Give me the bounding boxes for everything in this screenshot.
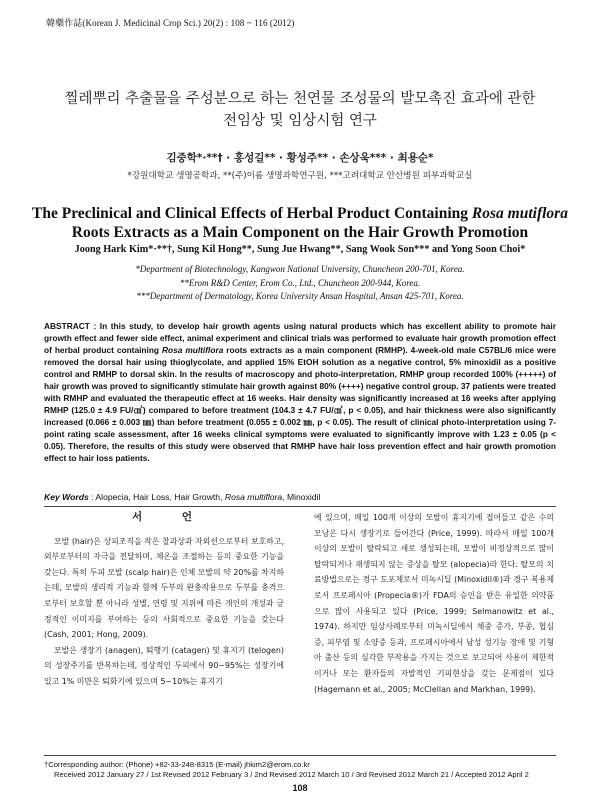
english-title-species: Rosa mutiflora (471, 205, 568, 222)
affiliation-3: ***Department of Dermatology, Korea University Ansan Hospital, Ansan 425-701, Korea. (136, 291, 464, 301)
keywords (44, 492, 556, 502)
affiliation-2: **Erom R&D Center, Erom Co., Ltd., Chuncheon 200-944, Korea. (179, 277, 421, 288)
keywords-label: Key Words (44, 492, 89, 502)
page-number: 108 (292, 783, 308, 793)
abstract-species: Rosa multiflora (161, 345, 224, 355)
footnote-divider (44, 755, 556, 756)
body-paragraph: 모발은 생장기 (anagen), 퇴행기 (catagen) 및 휴지기 (telogen)의 성장주기를 반복하는데, 정상적인 두피에서 90~95%는 성장기에 있고 1% 미만은 퇴화기에 있으며 5~10%는 휴지기 (44, 645, 284, 686)
body-paragraph: 에 있으며, 매일 100개 이상의 모발이 휴지기에 접어들고 같은 수의 모낭은 다시 생장기로 들어간다 (Price, 1999). 따라서 매일 100개 이상의 모발이 탈락되고 새로 생성되는데, 모발이 비정상적으로 많이 탈락되거나 재생되지 않는 증상을 탈모 (alopecia)라 한다. 탈모의 치료방법으로는 경구 도포제로서 미녹시딜 (Minoxidil®)과 경구 복용제로서 프로페시아 (Propecia®)가 FDA의 승인을 받은 유일한 의약품으로 많이 사용되고 있다 (Price, 1999; Selmanowitz et al., 1974). 하지만 임상사례로부터 미녹시딜에서 체중 증가, 부종, 협심증, 피부염 및 소양증 등과, 프로페시아에서 남성 성기능 장애 및 기형아 출산 등의 심각한 부작용을 가지는 것으로 보고되어 사용이 제한적이거나 또는 환자들의 자발적인 기피현상을 갖는 문제점이 있다 (Hagemann et al., 2005; McClellan and Markhan, 1999). (314, 513, 554, 694)
korean-title (40, 88, 560, 132)
keywords-text-b: , Minoxidil (282, 492, 321, 502)
affiliation-1: *Department of Biotechnology, Kangwon National University, Chuncheon 200-701, Korea. (135, 264, 465, 274)
corresponding-author: †Corresponding author: (Phone) +82-33-248-8315 (E-mail) jhkim2@erom.co.kr (44, 760, 310, 769)
english-title-line2: Roots Extracts as a Main Component on the Hair Growth Promotion (71, 224, 529, 241)
english-title-line1 (30, 204, 570, 223)
body-left-column (44, 506, 284, 690)
korean-title-line1: 찔레뿌리 추출물을 주성분으로 하는 천연물 조성물의 발모촉진 효과에 관한 (64, 91, 536, 107)
abstract-label: ABSTRACT : (44, 321, 100, 331)
body-paragraph: 모발 (hair)은 상피조직을 작은 찰과상과 자외선으로부터 보호하고, 외부로부터의 자극을 전달하며, 체온을 조절하는 등의 중요한 기능을 갖는다. 특히 두피 모발 (scalp hair)은 인체 모발의 약 20%를 차지하는데, 모발의 생리적 기능과 함께 두부의 완충작용으로 두부를 충격으로부터 보호할 뿐 아니라 성별, 연령 및 지위에 따른 개인의 개성과 긍정적인 이미지를 부여하는 등의 사회적으로 중요한 기능을 갖는다 (Cash, 2001; Hong, 2009). (44, 536, 284, 640)
abstract (44, 320, 556, 464)
abstract-text-b: roots extracts as a main component (RMHP). 4-week-old male C57BL/6 mice were removed the dorsal hair using thioglycolate, and applied 15% EtOH solution as a negative control, 5% minoxidil as a positive control and RMHP to dorsal skin. In the results of macroscopy and photo-interpretation, RMHP group recorded 100% (+++++) of hair growth was proved to significantly stimulate hair growth against 80% (++++) negative control group. 37 patients were treated with RMHP and evaluated the therapeutic effect at 16 weeks. Hair density was significantly increased at 16 weeks after applying RMHP (125.0 ± 4.9 FU/㎠) compared to before treatment (104.3 ± 4.7 FU/㎠, p < 0.05), and hair thickness were also significantly increased (0.066 ± 0.003 ㎜) than before treatment (0.055 ± 0.002 ㎜, p < 0.05). The result of clinical photo-interpretation using 7-point rating scale assessment, after 16 weeks clinical symptoms were evaluated to significantly improve with 1.23 ± 0.05 (p < 0.05). Therefore, the results of this study were observed that RMHP have hair loss prevention effect and hair growth promotion effect to hair loss patients. (44, 345, 557, 463)
footnote (44, 760, 556, 780)
english-title-line1-text: The Preclinical and Clinical Effects of Herbal Product Containing (32, 205, 472, 222)
manuscript-dates: Received 2012 January 27 / 1st Revised 2012 February 3 / 2nd Revised 2012 March 10 / 3rd Revised 2012 March 21 / Accepted 2012 April 2 (54, 770, 529, 779)
english-authors: Joong Hark Kim*·**†, Sung Kil Hong**, Sung Jue Hwang**, Sang Wook Son*** and Yong Soon Choi* (74, 244, 526, 255)
english-affiliations (30, 263, 570, 304)
abstract-text-a: In this study, to develop hair growth agents using natural products which has excellent ability to promote hair growth effect and fewer side effect, animal experiment and clinical trials was performed to evaluate hair growth promotion effect of herbal product containing (44, 321, 556, 355)
body-right-column (314, 510, 554, 697)
korean-authors: 김중학*·**† · 홍성길** · 황성주** · 손상욱*** · 최용순* (166, 152, 434, 164)
journal-header: 韓藥作誌(Korean J. Medicinal Crop Sci.) 20(2) : 108 ~ 116 (2012) (46, 18, 295, 28)
english-title (30, 204, 570, 242)
korean-title-line2: 전임상 및 임상시험 연구 (223, 113, 377, 129)
section-heading: 서 언 (132, 511, 210, 523)
keywords-text-a: : Alopecia, Hair Loss, Hair Growth, (88, 492, 225, 502)
korean-affiliations: *강원대학교 생명공학과, **(주)이롬 생명과학연구원, ***고려대학교 안산병원 피부과학교실 (127, 171, 473, 181)
keywords-species: Rosa multiflora (224, 492, 283, 502)
